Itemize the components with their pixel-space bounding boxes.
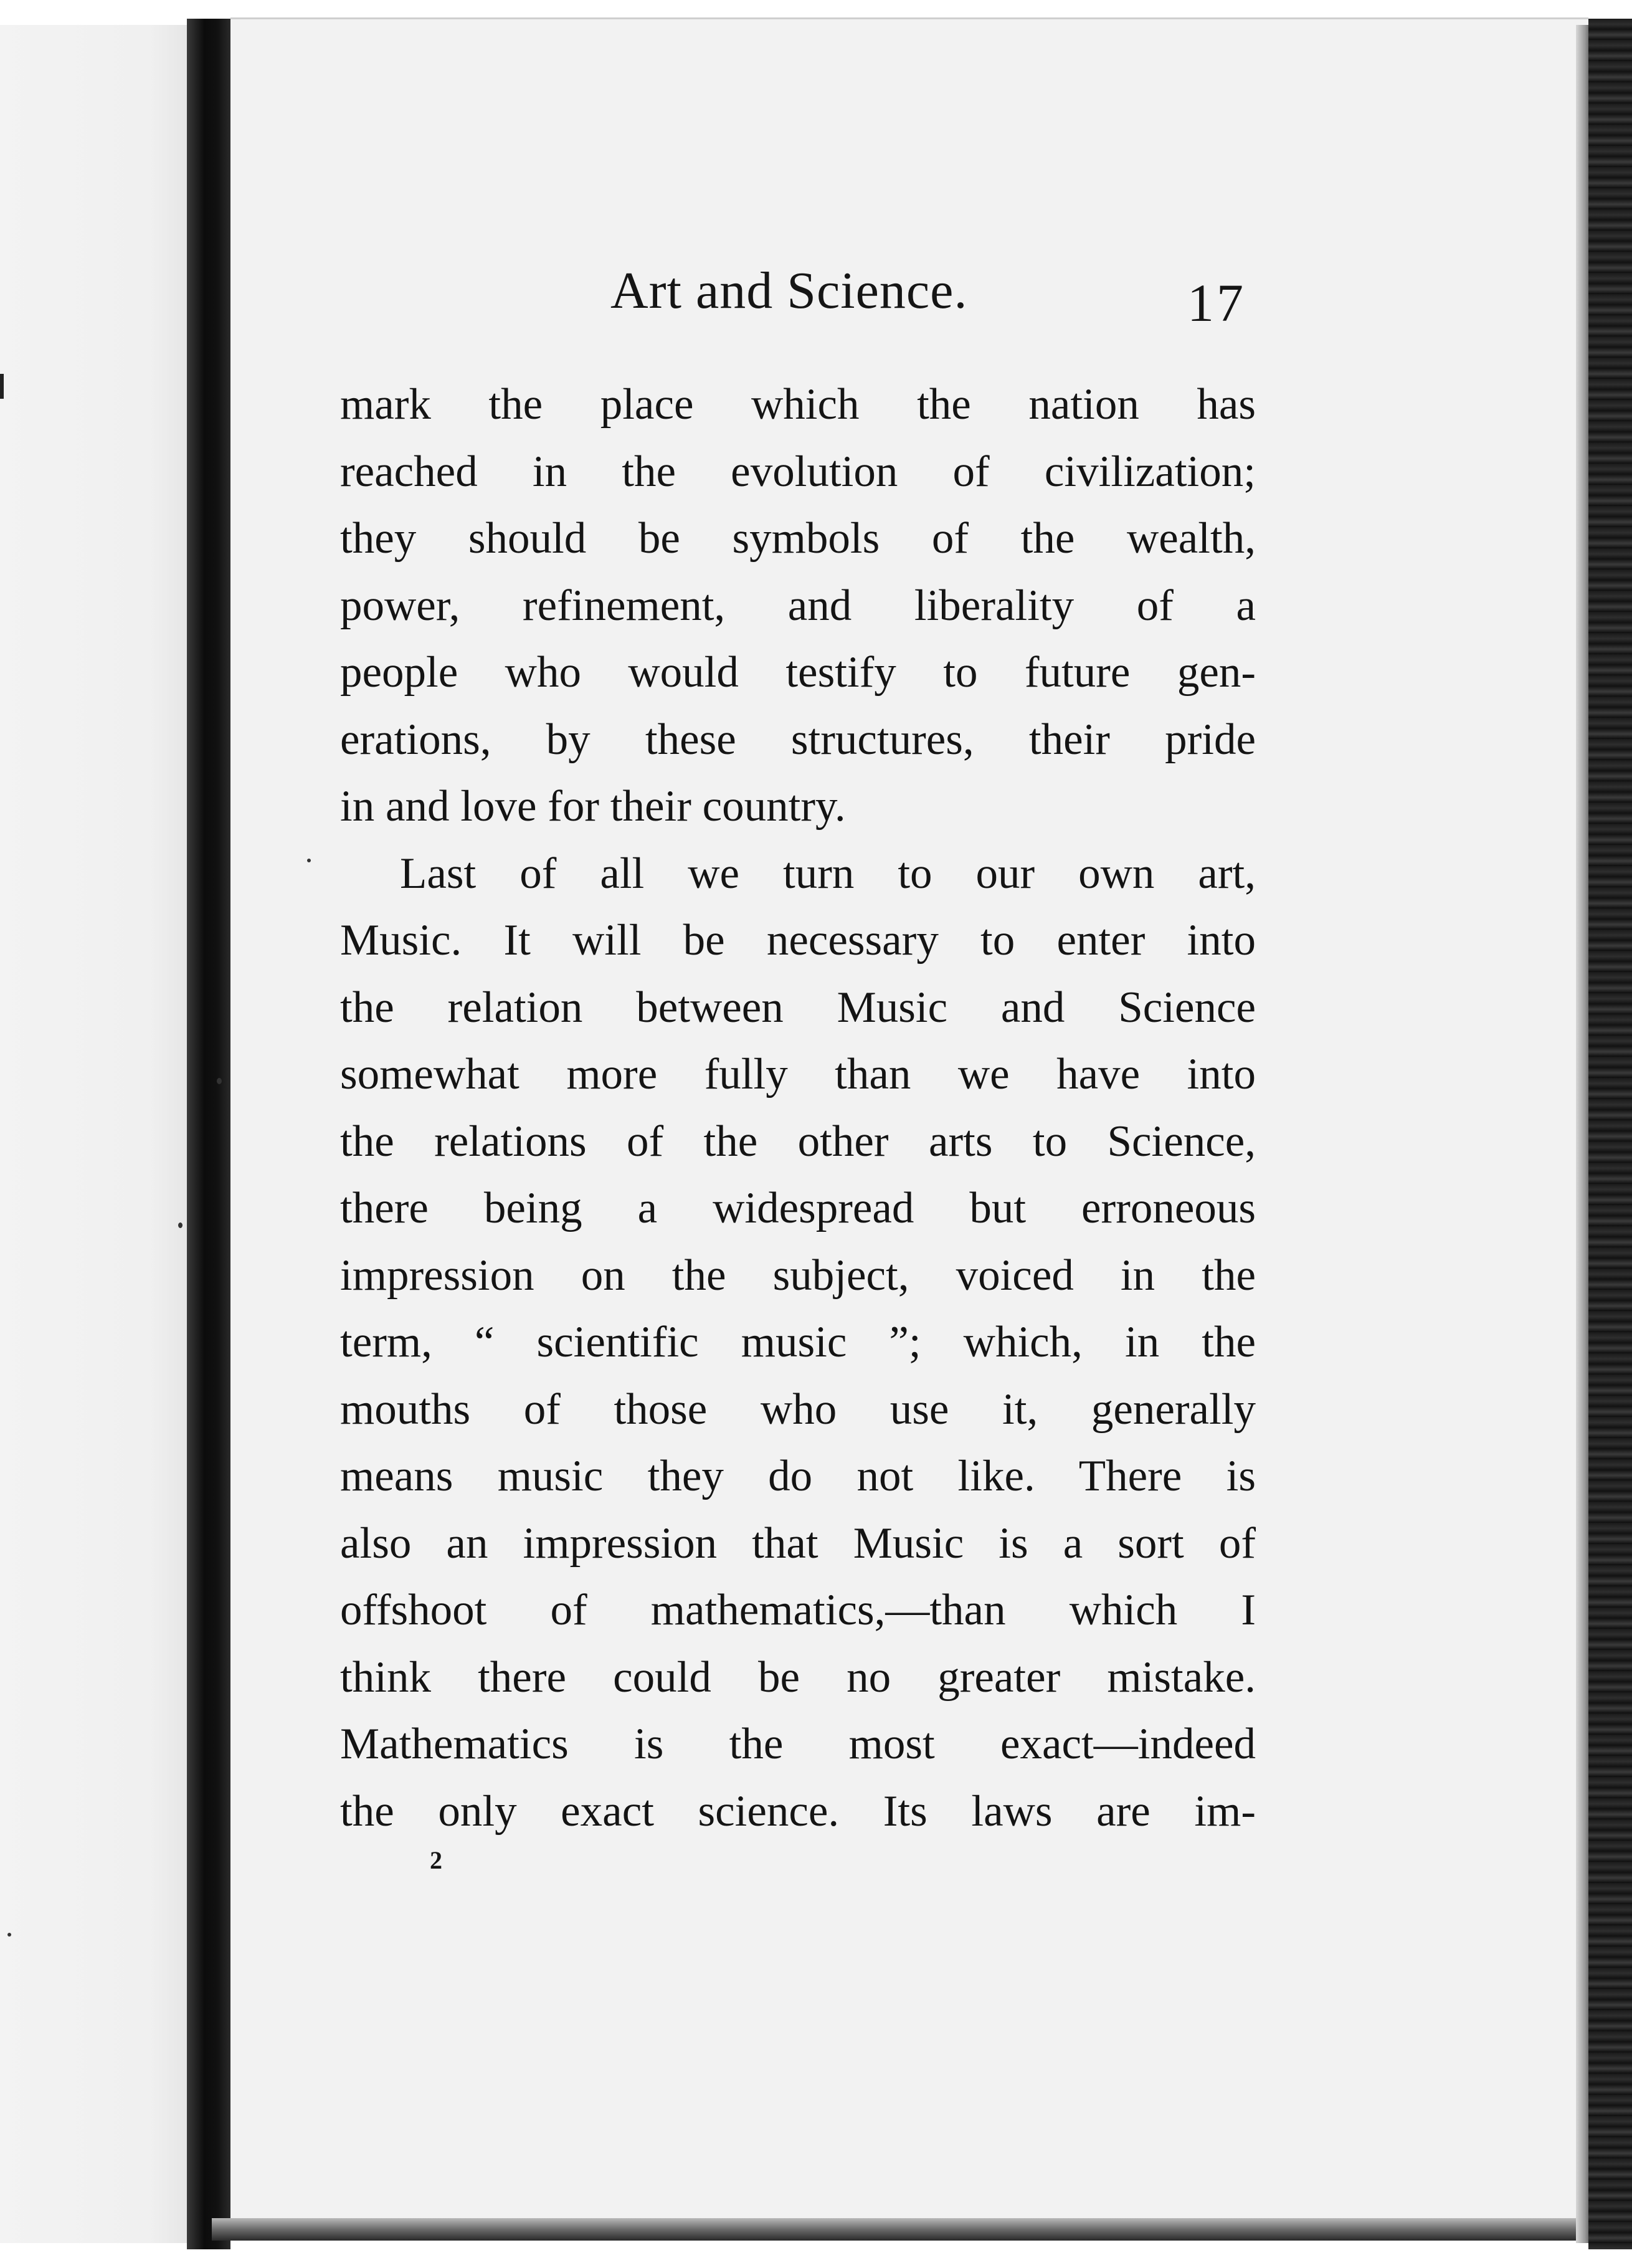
text-line: term, “ scientific music ”; which, in the <box>340 1318 1256 1366</box>
text-line: people who would testify to future gen- <box>340 648 1256 697</box>
book-gutter <box>187 19 230 2249</box>
text-line: in and love for their country. <box>340 782 846 831</box>
text-line: reached in the evolution of civilization; <box>340 447 1256 496</box>
text-line: the only exact science. Its laws are im- <box>340 1786 1256 1836</box>
signature-mark: 2 <box>430 1846 442 1874</box>
text-line: think there could be no greater mistake. <box>340 1652 1256 1702</box>
text-line: mark the place which the nation has <box>340 380 1256 429</box>
text-line: Music. It will be necessary to enter into <box>340 916 1256 965</box>
page-bottom-edge <box>212 2218 1582 2241</box>
page-number: 17 <box>1187 273 1246 333</box>
running-head: Art and Science. <box>610 262 968 320</box>
book-cover-edge <box>1588 19 1632 2249</box>
text-line: power, refinement, and liberality of a <box>340 581 1256 630</box>
ink-speck <box>178 1222 183 1228</box>
text-line: somewhat more fully than we have into <box>340 1050 1256 1098</box>
left-page-margin-mark <box>0 374 4 399</box>
text-line: means music they do not like. There is <box>340 1452 1256 1500</box>
text-line: offshoot of mathematics,—than which I <box>340 1586 1256 1634</box>
text-line: erations, by these structures, their pride <box>340 715 1256 764</box>
text-line: mouths of those who use it, generally <box>340 1384 1256 1434</box>
text-line: also an impression that Music is a sort of <box>340 1518 1256 1568</box>
text-line: there being a widespread but erroneous <box>340 1184 1256 1232</box>
body-text <box>340 371 1256 1845</box>
ink-speck <box>307 859 311 862</box>
text-line: impression on the subject, voiced in the <box>340 1251 1256 1300</box>
ink-speck <box>7 1933 11 1937</box>
text-line: they should be symbols of the wealth, <box>340 514 1256 563</box>
text-line: the relation between Music and Science <box>340 983 1256 1032</box>
ink-speck <box>217 1078 222 1084</box>
text-line: Mathematics is the most exact—indeed <box>340 1720 1256 1768</box>
text-line: the relations of the other arts to Science, <box>340 1117 1256 1166</box>
left-facing-page-edge <box>0 25 187 2243</box>
text-line: Last of all we turn to our own art, <box>400 849 1256 898</box>
